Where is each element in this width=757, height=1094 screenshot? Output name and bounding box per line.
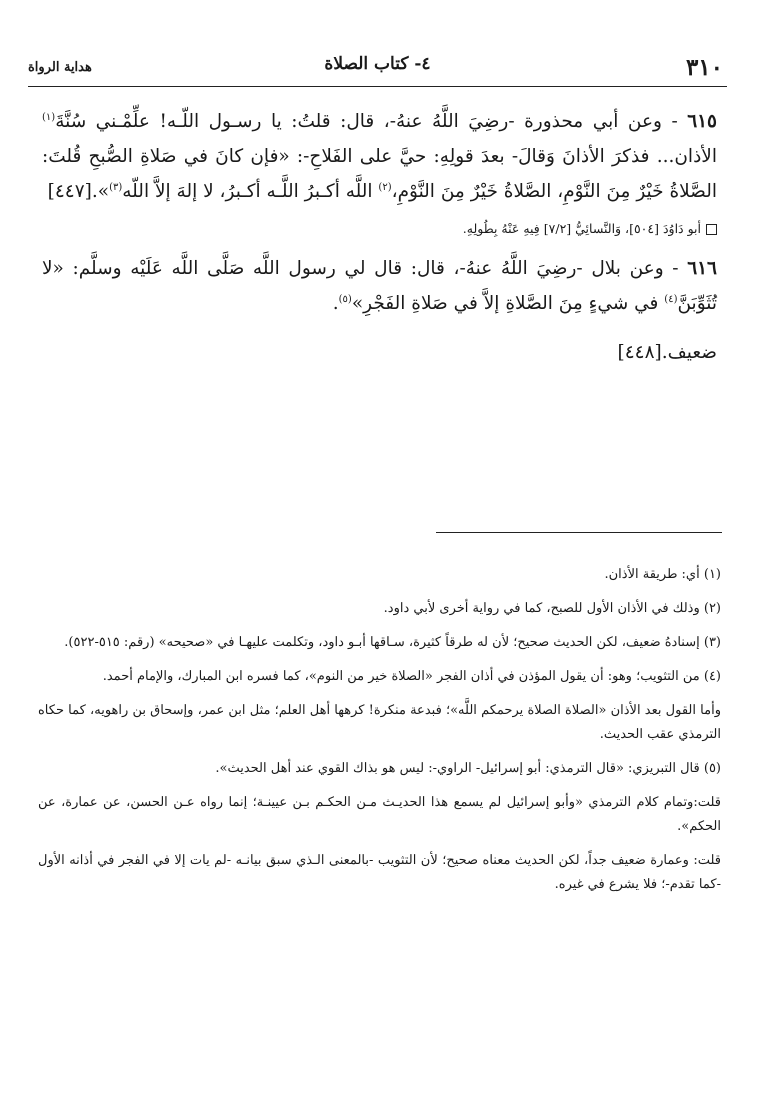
footnote-rule <box>436 532 722 533</box>
footnote-1: (١) أي: طريقة الأذان. <box>604 567 721 582</box>
source-reference <box>42 217 717 241</box>
footnote-5-conclusion: قلت: وعمارة ضعيف جداً، لكن الحديث معناه صحيح؛ لأن التثويب -بالمعنى الـذي سبق بيانـه -لم يات إلا في الفجر في أذانه الأول -كما تقدم-؛ فلا يشرع في غيره. <box>38 853 721 892</box>
footnote-3: (٣) إسنادهُ ضعيف، لكن الحديث صحيح؛ لأن له طرقاً كثيرة، سـاقها أبـو داود، وتكلمت عليهـا في «صحيحه» (رقم: ٥١٥-٥٢٢). <box>64 635 721 650</box>
hadith-number: ٦١٦ <box>687 258 717 279</box>
footnote-marker: (٣) <box>109 181 123 193</box>
reference-text: أبو دَاوُدَ [٥٠٤]، وَالنَّسائِيُّ [٧/٢] فِيهِ عَنْهُ بِطُولِهِ. <box>462 221 701 236</box>
hadith-text: اللَّه أكـبرُ اللَّـه أكـبرُ، لا إلهَ إلاَّ اللّه <box>122 181 379 202</box>
footnote-marker: (٢) <box>378 181 392 193</box>
spacer <box>42 321 717 335</box>
hadith-text: - وعن بلال -رضِيَ اللَّهُ عنهُ-، قال: قال لي رسول اللَّه صَلَّى اللَّه عَلَيْه وسلَّم: «لا تُثَوِّبَنَّ <box>42 258 717 314</box>
footnote-2: (٢) وذلك في الأذان الأول للصبح، كما في رواية أخرى لأبي داود. <box>383 601 721 616</box>
footnotes <box>38 563 721 907</box>
footnote-4: (٤) من التثويب؛ وهو: أن يقول المؤذن في أذان الفجر «الصلاة خير من النوم»، كما فسره ابن المبارك، والإمام أحمد. <box>102 669 721 684</box>
footnote-5: (٥) قال التبريزي: «قال الترمذي: أبو إسرائيل- الراوي-: ليس هو بذاك القوي عند أهل الحديث». <box>215 761 721 776</box>
book-title: هداية الرواة <box>28 60 92 75</box>
running-header <box>28 54 727 88</box>
hadith-grade: ضعيف.[٤٤٨] <box>617 342 717 363</box>
hadith-616 <box>42 251 717 321</box>
square-bullet-icon <box>706 224 717 235</box>
chapter-title: ٤- كتاب الصلاة <box>324 54 431 74</box>
page-number: ٣١٠ <box>685 54 723 81</box>
hadith-text: في شيءٍ مِنَ الصَّلاةِ إلاَّ في صَلاةِ الفَجْرِ» <box>351 293 665 314</box>
hadith-text: - وعن أبي محذورة -رضِيَ اللَّهُ عنهُ-، قال: قلتُ: يا رسـول اللّـه! علِّمْـني سُنَّةَ <box>55 111 688 132</box>
footnote-marker: (٤) <box>664 293 678 305</box>
header-rule <box>28 86 727 87</box>
footnote-5-continued: قلت:وتمام كلام الترمذي «وأبو إسرائيل لم يسمع هذا الحديـث مـن الحكـم بـن عيينـة؛ إنما رواه عـن الحسن، عن عمارة، عن الحكم». <box>38 795 721 834</box>
hadith-text: ».[٤٤٧] <box>47 181 110 202</box>
footnote-marker: (٥) <box>338 293 352 305</box>
hadith-number: ٦١٥ <box>687 111 717 132</box>
hadith-615 <box>42 104 717 209</box>
hadith-text: الأذان... فذكرَ الأذانَ وَقالَ- بعدَ قولِهِ: حيَّ على الفَلاحِ-: «فإن كانَ في صَلاةِ الصُّبحِ قُلتَ: الصَّلاةُ خَيْرٌ مِنَ النَّوْمِ، الصَّلاةُ خَيْرٌ مِنَ النَّوْمِ، <box>42 146 717 202</box>
main-text <box>42 104 717 370</box>
footnote-4-continued: وأما القول بعد الأذان «الصلاة الصلاة يرحمكم اللَّه»؛ فبدعة منكرة! كرهها أهل العلم؛ مثل ابن عمر، وإسحاق بن راهويه، كما حكاه الترمذي عقب الحديث. <box>38 703 721 742</box>
footnote-marker: (١) <box>42 111 56 123</box>
hadith-text: . <box>332 293 339 314</box>
